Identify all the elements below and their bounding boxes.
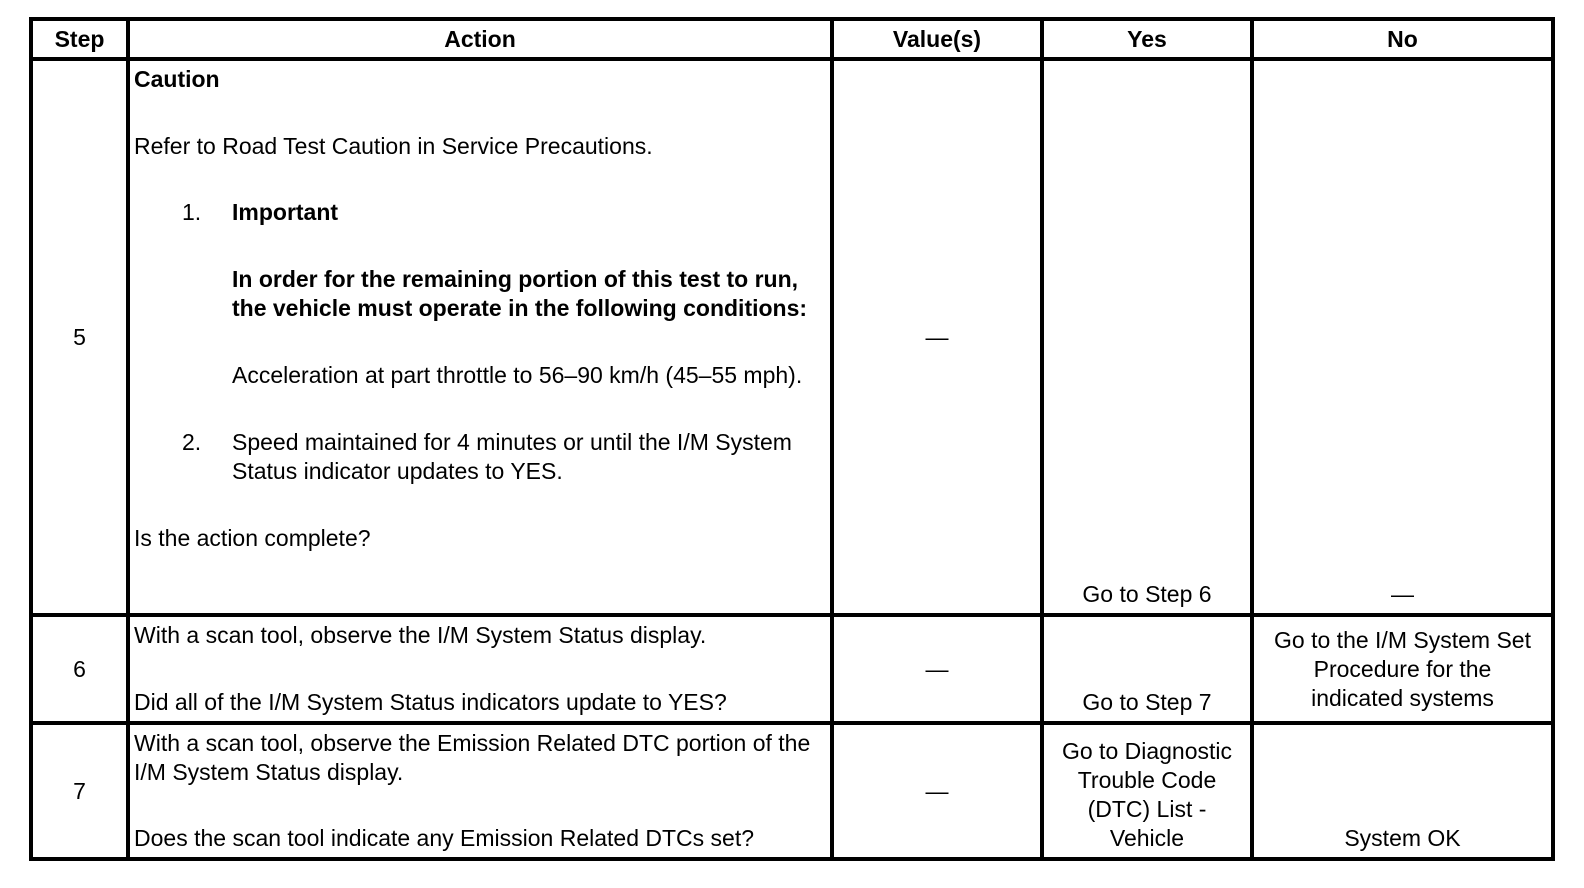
value-cell: — [832, 59, 1042, 615]
action-text: With a scan tool, observe the I/M System Status display. [134, 622, 707, 648]
header-no: No [1252, 19, 1553, 59]
question-text: Is the action complete? [134, 525, 371, 551]
header-values: Value(s) [832, 19, 1042, 59]
list-number: 1. [182, 199, 202, 225]
header-yes: Yes [1042, 19, 1252, 59]
yes-cell: Go to Step 7 [1042, 615, 1252, 723]
action-cell [128, 723, 832, 859]
list-number: 2. [182, 429, 202, 455]
action-cell [128, 59, 832, 615]
no-cell: System OK [1252, 723, 1553, 859]
step-number: 7 [31, 723, 128, 859]
acceleration-text: Acceleration at part throttle to 56–90 km/h (45–55 mph). [232, 362, 803, 388]
question-text: Did all of the I/M System Status indicators update to YES? [134, 689, 727, 715]
step-number: 5 [31, 59, 128, 615]
no-cell: Go to the I/M System Set Procedure for the indicated systems [1252, 615, 1553, 723]
yes-cell: Go to Diagnostic Trouble Code (DTC) List - Vehicle [1042, 723, 1252, 859]
header-step: Step [31, 19, 128, 59]
list-item-1 [134, 198, 826, 227]
value-cell: — [832, 723, 1042, 859]
table-row-step-5 [31, 59, 1553, 615]
important-text: In order for the remaining portion of this test to run, the vehicle must operate in the following conditions: [232, 266, 808, 321]
list-item-2 [134, 428, 826, 486]
speed-text: Speed maintained for 4 minutes or until the I/M System Status indicator updates to YES. [232, 429, 792, 484]
caution-title: Caution [134, 66, 220, 92]
step-number: 6 [31, 615, 128, 723]
caution-text: Refer to Road Test Caution in Service Precautions. [134, 133, 653, 159]
yes-cell: Go to Step 6 [1042, 59, 1252, 615]
no-cell: — [1252, 59, 1553, 615]
value-cell: — [832, 615, 1042, 723]
table-row-step-7 [31, 723, 1553, 859]
important-title: Important [232, 199, 339, 225]
diagnostic-procedure-table [29, 17, 1555, 861]
action-text: With a scan tool, observe the Emission Related DTC portion of the I/M System Status display. [134, 730, 811, 785]
question-text: Does the scan tool indicate any Emission Related DTCs set? [134, 825, 755, 851]
header-action: Action [128, 19, 832, 59]
table-row-step-6 [31, 615, 1553, 723]
action-cell [128, 615, 832, 723]
header-row [31, 19, 1553, 59]
